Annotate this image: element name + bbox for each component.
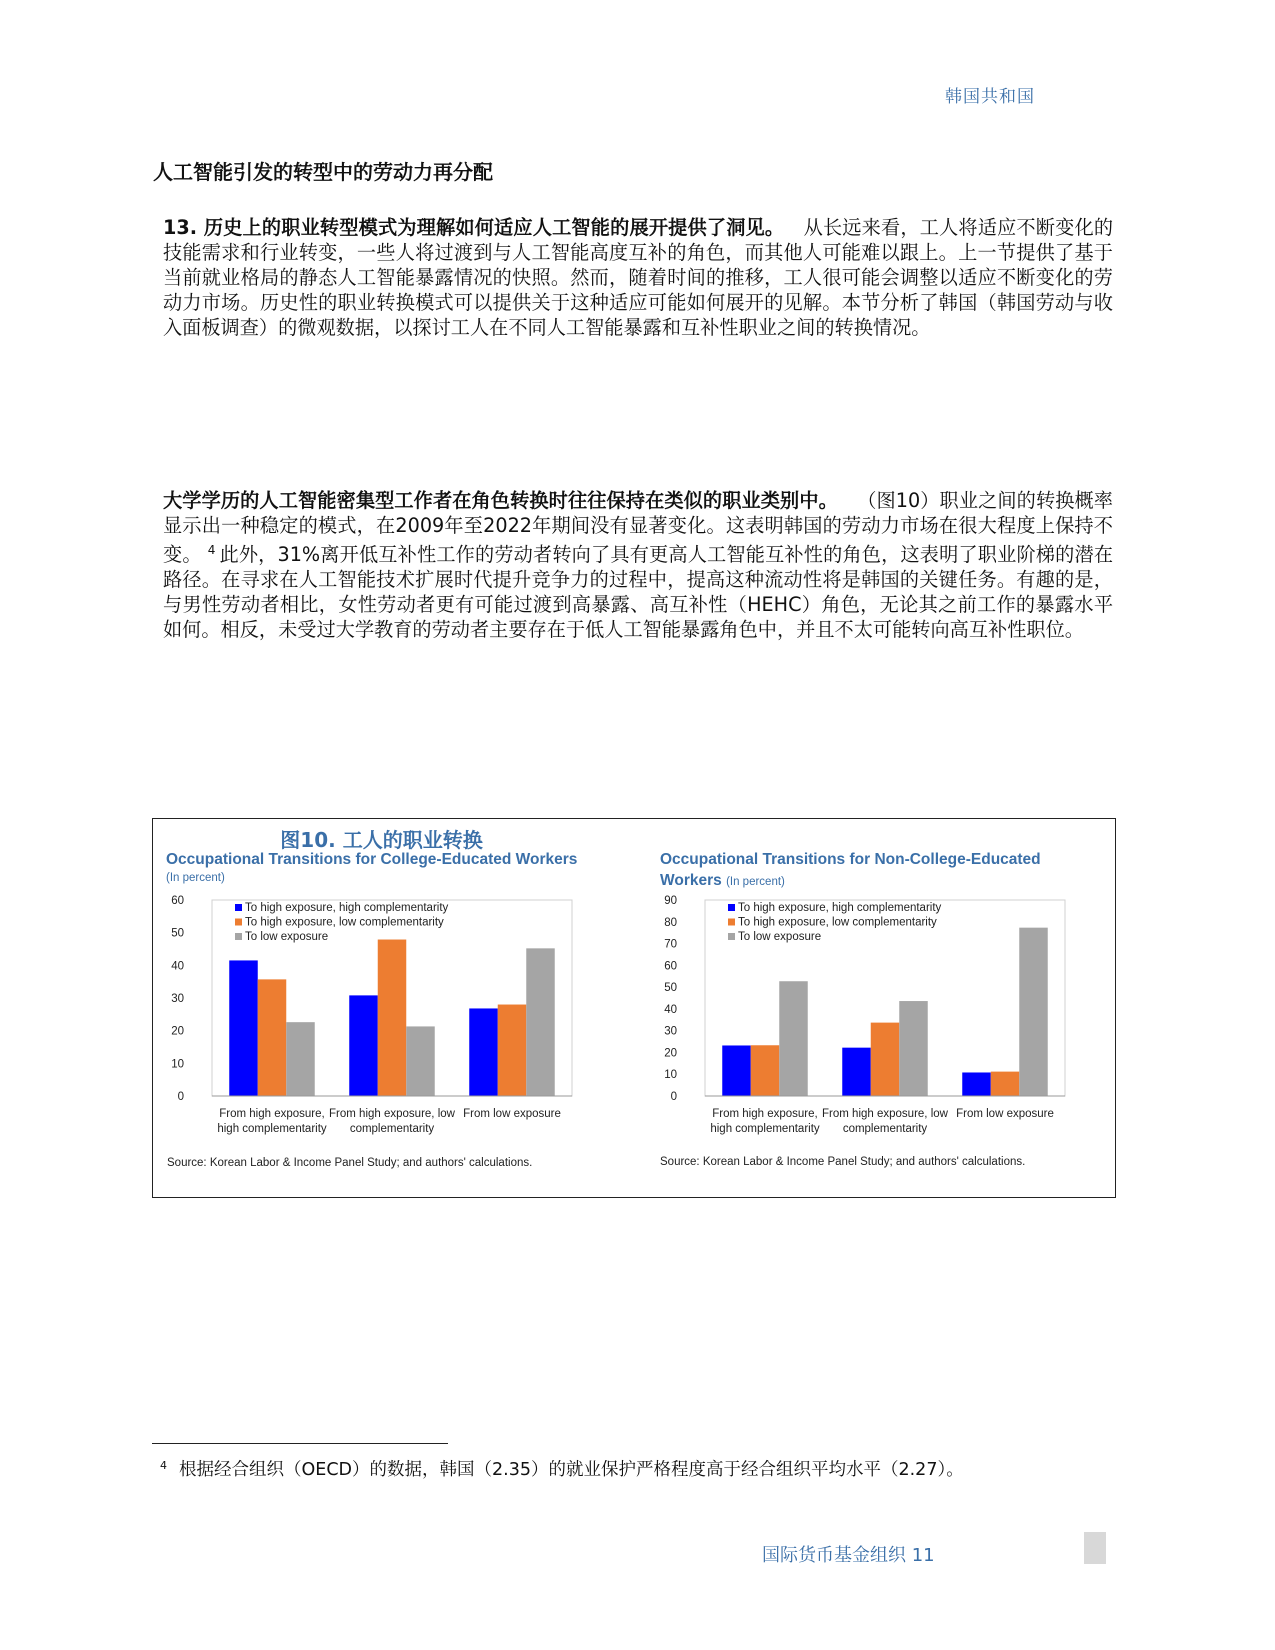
y-tick-label: 0 — [670, 1091, 677, 1103]
legend-swatch-high-high — [235, 904, 242, 911]
chart-left-title: Occupational Transitions for College-Educated Workers — [166, 851, 578, 868]
x-category-label: From low exposure — [463, 1108, 561, 1120]
chart-right-title-line2: Workers — [660, 872, 722, 889]
footnote-rule — [152, 1443, 448, 1444]
footer-org-page: 国际货币基金组织 11 — [762, 1545, 935, 1566]
bar-high-low-cat2 — [378, 940, 407, 1096]
y-tick-label: 10 — [664, 1069, 677, 1082]
y-tick-label: 50 — [664, 982, 677, 995]
footnote-text: 根据经合组织（OECD）的数据，韩国（2.35）的就业保护严格程度高于经合组织平均水平（2.27）。 — [179, 1460, 964, 1480]
bar-high-high-cat1 — [722, 1045, 751, 1096]
chart-left-unit: (In percent) — [166, 872, 225, 884]
bar-high-high-cat3 — [962, 1072, 991, 1096]
x-category-label: complementarity — [842, 1123, 928, 1135]
section-heading: 人工智能引发的转型中的劳动力再分配 — [153, 160, 493, 184]
legend-label-high-high: To high exposure, high complementarity — [245, 902, 449, 914]
bar-high-low-cat2 — [871, 1023, 900, 1096]
x-category-label: complementarity — [349, 1123, 435, 1135]
legend-label-high-high: To high exposure, high complementarity — [738, 902, 942, 914]
y-tick-label: 90 — [664, 895, 677, 907]
paragraph-13-body: 从长远来看，工人将适应不断变化的技能需求和行业转变，一些人将过渡到与人工智能高度互补的角色，而其他人可能难以跟上。上一节提供了基于当前就业格局的静态人工智能暴露情况的快照。然而，随着时间的推移，工人很可能会调整以适应不断变化的劳动力市场。历史性的职业转换模式可以提供关于这种适应可能如何展开的见解。本节分析了韩国（韩国劳动与收入面板调查）的微观数据，以探讨工人在不同人工智能暴露和互补性职业之间的转换情况。 — [163, 216, 1114, 339]
y-tick-label: 20 — [171, 1025, 184, 1038]
bar-high-low-cat1 — [258, 979, 287, 1096]
bar-high-high-cat1 — [229, 960, 258, 1096]
x-category-label: high complementarity — [217, 1123, 327, 1135]
legend-swatch-high-high — [728, 904, 735, 911]
footnote-reference[interactable]: 4 — [207, 543, 216, 557]
y-tick-label: 60 — [171, 895, 184, 907]
bar-high-low-cat1 — [751, 1045, 780, 1096]
bar-low-cat1 — [286, 1022, 315, 1096]
y-tick-label: 80 — [664, 916, 677, 929]
bar-low-cat2 — [899, 1001, 928, 1096]
chart-left-college — [152, 880, 612, 1162]
y-tick-label: 50 — [171, 927, 184, 940]
chart-right-source: Source: Korean Labor & Income Panel Study; and authors' calculations. — [660, 1156, 1026, 1168]
y-tick-label: 30 — [171, 993, 184, 1005]
y-tick-label: 0 — [177, 1091, 184, 1103]
page-edge-tab — [1084, 1532, 1106, 1564]
x-category-label: From high exposure, low — [822, 1108, 948, 1120]
y-tick-label: 70 — [664, 938, 677, 951]
bar-high-high-cat2 — [349, 995, 378, 1096]
chart-right-title-line1: Occupational Transitions for Non-College-Educated — [660, 851, 1041, 868]
running-header-country: 韩国共和国 — [945, 87, 1035, 107]
legend-label-low: To low exposure — [245, 931, 329, 943]
paragraph-13-lead: 13. 历史上的职业转型模式为理解如何适应人工智能的展开提供了洞见。 — [163, 216, 785, 239]
bar-low-cat3 — [1019, 928, 1048, 1096]
legend-swatch-low — [728, 933, 735, 940]
footnote-mark: 4 — [160, 1459, 167, 1472]
paragraph-13 — [163, 215, 1113, 340]
paragraph-transitions-lead: 大学学历的人工智能密集型工作者在角色转换时往往保持在类似的职业类别中。 — [163, 489, 838, 512]
bar-high-low-cat3 — [498, 1005, 527, 1096]
paragraph-transitions-body-b: 此外，31%离开低互补性工作的劳动者转向了具有更高人工智能互补性的角色，这表明了职业阶梯的潜在路径。在寻求在人工智能技术扩展时代提升竞争力的过程中，提高这种流动性将是韩国的关键任务。有趣的是，与男性劳动者相比，女性劳动者更有可能过渡到高暴露、高互补性（HEHC）角色，无论其之前工作的暴露水平如何。相反，未受过大学教育的劳动者主要存在于低人工智能暴露角色中，并且不太可能转向高互补性职位。 — [163, 543, 1114, 641]
legend-swatch-low — [235, 933, 242, 940]
x-category-label: From high exposure, low — [329, 1108, 455, 1120]
bar-high-low-cat3 — [991, 1072, 1020, 1096]
y-tick-label: 20 — [664, 1047, 677, 1060]
legend-label-high-low: To high exposure, low complementarity — [245, 916, 444, 929]
y-tick-label: 60 — [664, 960, 677, 973]
paragraph-transitions — [163, 488, 1113, 642]
y-tick-label: 30 — [664, 1025, 677, 1038]
y-tick-label: 40 — [171, 960, 184, 973]
bar-high-high-cat2 — [842, 1048, 871, 1096]
bar-low-cat3 — [526, 948, 555, 1096]
bar-high-high-cat3 — [469, 1008, 498, 1096]
x-category-label: From low exposure — [956, 1108, 1054, 1120]
bar-low-cat1 — [779, 981, 808, 1096]
legend-swatch-high-low — [728, 919, 735, 926]
chart-left-source: Source: Korean Labor & Income Panel Study; and authors' calculations. — [167, 1157, 533, 1169]
bar-low-cat2 — [406, 1026, 435, 1096]
footnote — [160, 1456, 964, 1481]
x-category-label: high complementarity — [710, 1123, 820, 1135]
figure-10-title: 图10. 工人的职业转换 — [280, 828, 483, 852]
x-category-label: From high exposure, — [219, 1108, 325, 1120]
y-tick-label: 10 — [171, 1058, 184, 1071]
y-tick-label: 40 — [664, 1003, 677, 1016]
legend-label-high-low: To high exposure, low complementarity — [738, 916, 937, 929]
chart-right-unit: (In percent) — [726, 876, 785, 888]
paragraph-transitions-body-a: （图10）职业之间的转换概率显示出一种稳定的模式，在2009年至2022年期间没有显著变化。这表明韩国的劳动力市场在很大程度上保持不变。 — [163, 489, 1113, 566]
chart-right-non-college — [645, 880, 1105, 1162]
x-category-label: From high exposure, — [712, 1108, 818, 1120]
legend-swatch-high-low — [235, 919, 242, 926]
legend-label-low: To low exposure — [738, 931, 822, 943]
